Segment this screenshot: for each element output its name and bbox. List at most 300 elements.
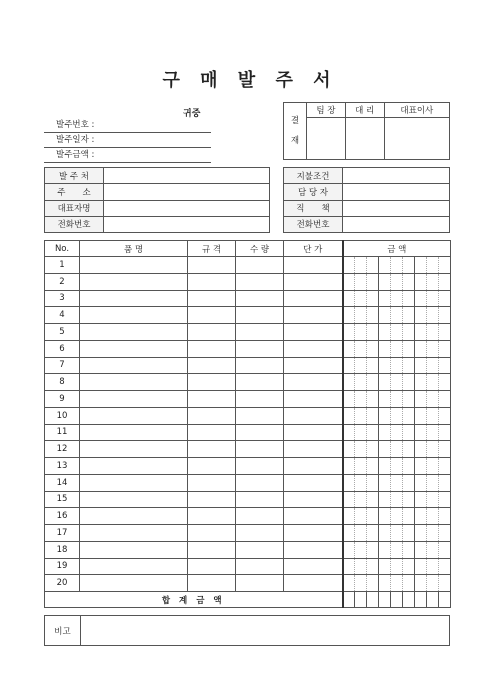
unit-price-cell[interactable] <box>284 357 343 374</box>
amount-digit-cell[interactable] <box>427 575 439 592</box>
spec-cell[interactable] <box>188 575 236 592</box>
spec-cell[interactable] <box>188 391 236 408</box>
amount-digit-cell[interactable] <box>355 340 367 357</box>
amount-digit-cell[interactable] <box>343 357 355 374</box>
amount-digit-cell[interactable] <box>427 525 439 542</box>
total-digit[interactable] <box>403 592 415 608</box>
amount-digit-cell[interactable] <box>403 424 415 441</box>
amount-digit-cell[interactable] <box>355 407 367 424</box>
amount-digit-cell[interactable] <box>439 273 451 290</box>
quantity-cell[interactable] <box>236 340 284 357</box>
terms-value-phone[interactable] <box>343 216 450 232</box>
amount-digit-cell[interactable] <box>439 575 451 592</box>
table-row <box>45 374 451 391</box>
amount-digit-cell[interactable] <box>367 558 379 575</box>
quantity-cell[interactable] <box>236 273 284 290</box>
amount-digit-cell[interactable] <box>355 491 367 508</box>
amount-digit-cell[interactable] <box>427 357 439 374</box>
unit-price-cell[interactable] <box>284 525 343 542</box>
amount-digit-cell[interactable] <box>427 458 439 475</box>
unit-price-cell[interactable] <box>284 374 343 391</box>
amount-digit-cell[interactable] <box>439 257 451 274</box>
item-name-cell[interactable] <box>80 458 188 475</box>
quantity-cell[interactable] <box>236 324 284 341</box>
amount-digit-cell[interactable] <box>439 474 451 491</box>
amount-digit-cell[interactable] <box>439 391 451 408</box>
amount-digit-cell[interactable] <box>403 374 415 391</box>
items-header-row <box>45 241 451 257</box>
amount-digit-cell[interactable] <box>391 273 403 290</box>
total-digit[interactable] <box>379 592 391 608</box>
amount-digit-cell[interactable] <box>367 273 379 290</box>
amount-digit-cell[interactable] <box>427 491 439 508</box>
amount-digit-cell[interactable] <box>391 374 403 391</box>
amount-digit-cell[interactable] <box>367 374 379 391</box>
amount-digit-cell[interactable] <box>391 491 403 508</box>
amount-digit-cell[interactable] <box>439 558 451 575</box>
amount-digit-cell[interactable] <box>391 391 403 408</box>
unit-price-cell[interactable] <box>284 273 343 290</box>
amount-digit-cell[interactable] <box>355 558 367 575</box>
spec-cell[interactable] <box>188 257 236 274</box>
quantity-cell[interactable] <box>236 525 284 542</box>
amount-digit-cell[interactable] <box>367 424 379 441</box>
amount-digit-cell[interactable] <box>415 575 427 592</box>
amount-digit-cell[interactable] <box>403 340 415 357</box>
amount-digit-cell[interactable] <box>355 525 367 542</box>
amount-digit-cell[interactable] <box>427 374 439 391</box>
amount-digit-cell[interactable] <box>415 541 427 558</box>
total-digit[interactable] <box>355 592 367 608</box>
amount-digit-cell[interactable] <box>403 508 415 525</box>
amount-digit-cell[interactable] <box>343 391 355 408</box>
quantity-cell[interactable] <box>236 357 284 374</box>
amount-digit-cell[interactable] <box>343 290 355 307</box>
amount-digit-cell[interactable] <box>391 441 403 458</box>
amount-digit-cell[interactable] <box>427 324 439 341</box>
amount-digit-cell[interactable] <box>367 324 379 341</box>
orderer-value-representative[interactable] <box>104 200 270 216</box>
amount-digit-cell[interactable] <box>439 307 451 324</box>
amount-digit-cell[interactable] <box>343 508 355 525</box>
unit-price-cell[interactable] <box>284 575 343 592</box>
row-number: 20 <box>45 575 80 592</box>
amount-digit-cell[interactable] <box>391 307 403 324</box>
amount-digit-cell[interactable] <box>415 340 427 357</box>
amount-digit-cell[interactable] <box>415 324 427 341</box>
amount-digit-cell[interactable] <box>427 391 439 408</box>
spec-cell[interactable] <box>188 357 236 374</box>
item-name-cell[interactable] <box>80 407 188 424</box>
amount-digit-cell[interactable] <box>403 290 415 307</box>
amount-digit-cell[interactable] <box>403 558 415 575</box>
spec-cell[interactable] <box>188 273 236 290</box>
approval-sign-ceo[interactable] <box>384 118 449 160</box>
amount-digit-cell[interactable] <box>367 391 379 408</box>
amount-digit-cell[interactable] <box>343 558 355 575</box>
header-quantity: 수 량 <box>236 241 284 257</box>
amount-digit-cell[interactable] <box>403 491 415 508</box>
quantity-cell[interactable] <box>236 575 284 592</box>
amount-digit-cell[interactable] <box>355 458 367 475</box>
amount-digit-cell[interactable] <box>415 525 427 542</box>
quantity-cell[interactable] <box>236 307 284 324</box>
amount-digit-cell[interactable] <box>403 407 415 424</box>
unit-price-cell[interactable] <box>284 324 343 341</box>
amount-digit-cell[interactable] <box>439 374 451 391</box>
total-digit[interactable] <box>367 592 379 608</box>
amount-digit-cell[interactable] <box>379 541 391 558</box>
amount-digit-cell[interactable] <box>379 374 391 391</box>
amount-digit-cell[interactable] <box>427 424 439 441</box>
amount-digit-cell[interactable] <box>427 307 439 324</box>
amount-digit-cell[interactable] <box>367 575 379 592</box>
remarks-value[interactable] <box>81 616 450 646</box>
amount-digit-cell[interactable] <box>427 541 439 558</box>
amount-digit-cell[interactable] <box>427 441 439 458</box>
item-name-cell[interactable] <box>80 525 188 542</box>
quantity-cell[interactable] <box>236 290 284 307</box>
amount-digit-cell[interactable] <box>343 441 355 458</box>
amount-digit-cell[interactable] <box>391 575 403 592</box>
amount-digit-cell[interactable] <box>439 441 451 458</box>
unit-price-cell[interactable] <box>284 307 343 324</box>
terms-value-position[interactable] <box>343 200 450 216</box>
quantity-cell[interactable] <box>236 491 284 508</box>
amount-digit-cell[interactable] <box>379 575 391 592</box>
quantity-cell[interactable] <box>236 407 284 424</box>
amount-digit-cell[interactable] <box>403 541 415 558</box>
unit-price-cell[interactable] <box>284 340 343 357</box>
amount-digit-cell[interactable] <box>379 558 391 575</box>
amount-digit-cell[interactable] <box>427 407 439 424</box>
amount-digit-cell[interactable] <box>379 441 391 458</box>
amount-digit-cell[interactable] <box>343 458 355 475</box>
total-digit[interactable] <box>391 592 403 608</box>
row-number: 15 <box>45 491 80 508</box>
unit-price-cell[interactable] <box>284 407 343 424</box>
amount-digit-cell[interactable] <box>427 290 439 307</box>
approval-sign-team-lead[interactable] <box>307 118 346 160</box>
amount-digit-cell[interactable] <box>403 474 415 491</box>
amount-digit-cell[interactable] <box>403 307 415 324</box>
amount-digit-cell[interactable] <box>343 575 355 592</box>
amount-digit-cell[interactable] <box>439 324 451 341</box>
item-name-cell[interactable] <box>80 357 188 374</box>
amount-digit-cell[interactable] <box>415 424 427 441</box>
amount-digit-cell[interactable] <box>343 541 355 558</box>
item-name-cell[interactable] <box>80 474 188 491</box>
row-number: 8 <box>45 374 80 391</box>
amount-digit-cell[interactable] <box>415 491 427 508</box>
orderer-value-phone[interactable] <box>104 216 270 232</box>
item-name-cell[interactable] <box>80 558 188 575</box>
spec-cell[interactable] <box>188 508 236 525</box>
amount-digit-cell[interactable] <box>379 391 391 408</box>
amount-digit-cell[interactable] <box>355 424 367 441</box>
amount-digit-cell[interactable] <box>355 391 367 408</box>
amount-digit-cell[interactable] <box>403 458 415 475</box>
spec-cell[interactable] <box>188 307 236 324</box>
amount-digit-cell[interactable] <box>391 407 403 424</box>
amount-digit-cell[interactable] <box>367 307 379 324</box>
amount-digit-cell[interactable] <box>379 424 391 441</box>
amount-digit-cell[interactable] <box>343 474 355 491</box>
row-number: 14 <box>45 474 80 491</box>
amount-digit-cell[interactable] <box>367 290 379 307</box>
quantity-cell[interactable] <box>236 541 284 558</box>
amount-digit-cell[interactable] <box>379 525 391 542</box>
amount-digit-cell[interactable] <box>415 558 427 575</box>
amount-digit-cell[interactable] <box>355 307 367 324</box>
amount-digit-cell[interactable] <box>391 257 403 274</box>
spec-cell[interactable] <box>188 474 236 491</box>
item-name-cell[interactable] <box>80 374 188 391</box>
amount-digit-cell[interactable] <box>343 424 355 441</box>
total-digit[interactable] <box>415 592 427 608</box>
amount-digit-cell[interactable] <box>355 474 367 491</box>
amount-digit-cell[interactable] <box>391 458 403 475</box>
unit-price-cell[interactable] <box>284 541 343 558</box>
amount-digit-cell[interactable] <box>343 407 355 424</box>
amount-digit-cell[interactable] <box>439 290 451 307</box>
unit-price-cell[interactable] <box>284 391 343 408</box>
amount-digit-cell[interactable] <box>427 257 439 274</box>
amount-digit-cell[interactable] <box>391 324 403 341</box>
spec-cell[interactable] <box>188 458 236 475</box>
amount-digit-cell[interactable] <box>379 273 391 290</box>
amount-digit-cell[interactable] <box>391 508 403 525</box>
amount-digit-cell[interactable] <box>415 458 427 475</box>
amount-digit-cell[interactable] <box>415 391 427 408</box>
amount-digit-cell[interactable] <box>343 491 355 508</box>
quantity-cell[interactable] <box>236 391 284 408</box>
unit-price-cell[interactable] <box>284 424 343 441</box>
unit-price-cell[interactable] <box>284 441 343 458</box>
item-name-cell[interactable] <box>80 257 188 274</box>
amount-digit-cell[interactable] <box>343 324 355 341</box>
amount-digit-cell[interactable] <box>415 508 427 525</box>
amount-digit-cell[interactable] <box>415 474 427 491</box>
amount-digit-cell[interactable] <box>415 357 427 374</box>
amount-digit-cell[interactable] <box>391 424 403 441</box>
amount-digit-cell[interactable] <box>391 474 403 491</box>
item-name-cell[interactable] <box>80 541 188 558</box>
spec-cell[interactable] <box>188 290 236 307</box>
unit-price-cell[interactable] <box>284 290 343 307</box>
terms-value-payment[interactable] <box>343 168 450 184</box>
amount-digit-cell[interactable] <box>367 525 379 542</box>
amount-digit-cell[interactable] <box>439 357 451 374</box>
row-number: 7 <box>45 357 80 374</box>
unit-price-cell[interactable] <box>284 257 343 274</box>
amount-digit-cell[interactable] <box>379 324 391 341</box>
approval-header-team-lead: 팀 장 <box>307 103 346 118</box>
spec-cell[interactable] <box>188 525 236 542</box>
amount-digit-cell[interactable] <box>355 508 367 525</box>
amount-digit-cell[interactable] <box>427 340 439 357</box>
amount-digit-cell[interactable] <box>367 407 379 424</box>
amount-digit-cell[interactable] <box>343 257 355 274</box>
spec-cell[interactable] <box>188 340 236 357</box>
item-name-cell[interactable] <box>80 273 188 290</box>
amount-digit-cell[interactable] <box>427 558 439 575</box>
amount-digit-cell[interactable] <box>367 474 379 491</box>
amount-digit-cell[interactable] <box>415 290 427 307</box>
order-number-field[interactable] <box>44 118 211 133</box>
amount-digit-cell[interactable] <box>439 340 451 357</box>
quantity-cell[interactable] <box>236 257 284 274</box>
quantity-cell[interactable] <box>236 374 284 391</box>
unit-price-cell[interactable] <box>284 508 343 525</box>
spec-cell[interactable] <box>188 324 236 341</box>
orderer-label-company: 발 주 처 <box>45 168 104 184</box>
item-name-cell[interactable] <box>80 424 188 441</box>
amount-digit-cell[interactable] <box>367 340 379 357</box>
amount-digit-cell[interactable] <box>379 290 391 307</box>
spec-cell[interactable] <box>188 541 236 558</box>
amount-digit-cell[interactable] <box>415 441 427 458</box>
item-name-cell[interactable] <box>80 290 188 307</box>
table-row <box>45 558 451 575</box>
spec-cell[interactable] <box>188 374 236 391</box>
total-digit[interactable] <box>343 592 355 608</box>
amount-digit-cell[interactable] <box>379 407 391 424</box>
amount-digit-cell[interactable] <box>391 525 403 542</box>
amount-digit-cell[interactable] <box>367 541 379 558</box>
amount-digit-cell[interactable] <box>403 575 415 592</box>
amount-digit-cell[interactable] <box>379 474 391 491</box>
quantity-cell[interactable] <box>236 474 284 491</box>
row-number: 3 <box>45 290 80 307</box>
amount-digit-cell[interactable] <box>367 458 379 475</box>
amount-digit-cell[interactable] <box>367 257 379 274</box>
amount-digit-cell[interactable] <box>415 273 427 290</box>
amount-digit-cell[interactable] <box>343 307 355 324</box>
item-name-cell[interactable] <box>80 441 188 458</box>
table-row <box>45 273 451 290</box>
unit-price-cell[interactable] <box>284 491 343 508</box>
amount-digit-cell[interactable] <box>343 340 355 357</box>
amount-digit-cell[interactable] <box>355 290 367 307</box>
amount-digit-cell[interactable] <box>415 307 427 324</box>
amount-digit-cell[interactable] <box>343 273 355 290</box>
amount-digit-cell[interactable] <box>367 508 379 525</box>
amount-digit-cell[interactable] <box>403 391 415 408</box>
amount-digit-cell[interactable] <box>391 290 403 307</box>
amount-digit-cell[interactable] <box>355 357 367 374</box>
item-name-cell[interactable] <box>80 307 188 324</box>
quantity-cell[interactable] <box>236 458 284 475</box>
amount-digit-cell[interactable] <box>439 491 451 508</box>
amount-digit-cell[interactable] <box>367 441 379 458</box>
amount-digit-cell[interactable] <box>391 541 403 558</box>
amount-digit-cell[interactable] <box>379 491 391 508</box>
amount-digit-cell[interactable] <box>355 374 367 391</box>
quantity-cell[interactable] <box>236 558 284 575</box>
item-name-cell[interactable] <box>80 391 188 408</box>
amount-digit-cell[interactable] <box>439 525 451 542</box>
document-title: 구 매 발 주 서 <box>162 70 333 91</box>
approval-header-deputy: 대 리 <box>345 103 384 118</box>
amount-digit-cell[interactable] <box>343 374 355 391</box>
amount-digit-cell[interactable] <box>379 307 391 324</box>
quantity-cell[interactable] <box>236 441 284 458</box>
amount-digit-cell[interactable] <box>439 458 451 475</box>
amount-digit-cell[interactable] <box>415 374 427 391</box>
amount-digit-cell[interactable] <box>355 324 367 341</box>
amount-digit-cell[interactable] <box>355 273 367 290</box>
amount-digit-cell[interactable] <box>403 357 415 374</box>
amount-digit-cell[interactable] <box>367 357 379 374</box>
amount-digit-cell[interactable] <box>439 541 451 558</box>
approval-sign-deputy[interactable] <box>345 118 384 160</box>
amount-digit-cell[interactable] <box>427 474 439 491</box>
unit-price-cell[interactable] <box>284 558 343 575</box>
unit-price-cell[interactable] <box>284 474 343 491</box>
total-digit[interactable] <box>427 592 439 608</box>
amount-digit-cell[interactable] <box>403 324 415 341</box>
amount-digit-cell[interactable] <box>439 424 451 441</box>
orderer-value-address[interactable] <box>104 184 270 200</box>
amount-digit-cell[interactable] <box>355 575 367 592</box>
orderer-value-company[interactable] <box>104 168 270 184</box>
item-name-cell[interactable] <box>80 324 188 341</box>
amount-digit-cell[interactable] <box>427 273 439 290</box>
amount-digit-cell[interactable] <box>427 508 439 525</box>
amount-digit-cell[interactable] <box>379 508 391 525</box>
amount-digit-cell[interactable] <box>367 491 379 508</box>
amount-digit-cell[interactable] <box>355 257 367 274</box>
spec-cell[interactable] <box>188 491 236 508</box>
spec-cell[interactable] <box>188 558 236 575</box>
order-amount-field[interactable] <box>44 148 211 163</box>
amount-digit-cell[interactable] <box>403 257 415 274</box>
item-name-cell[interactable] <box>80 340 188 357</box>
total-digit[interactable] <box>439 592 451 608</box>
amount-digit-cell[interactable] <box>403 525 415 542</box>
spec-cell[interactable] <box>188 441 236 458</box>
order-date-field[interactable] <box>44 133 211 148</box>
amount-digit-cell[interactable] <box>391 357 403 374</box>
quantity-cell[interactable] <box>236 424 284 441</box>
amount-digit-cell[interactable] <box>391 558 403 575</box>
item-name-cell[interactable] <box>80 575 188 592</box>
amount-digit-cell[interactable] <box>415 257 427 274</box>
amount-digit-cell[interactable] <box>379 340 391 357</box>
quantity-cell[interactable] <box>236 508 284 525</box>
amount-digit-cell[interactable] <box>391 340 403 357</box>
spec-cell[interactable] <box>188 424 236 441</box>
amount-digit-cell[interactable] <box>415 407 427 424</box>
amount-digit-cell[interactable] <box>439 407 451 424</box>
amount-digit-cell[interactable] <box>379 357 391 374</box>
spec-cell[interactable] <box>188 407 236 424</box>
amount-digit-cell[interactable] <box>355 441 367 458</box>
amount-digit-cell[interactable] <box>379 257 391 274</box>
amount-digit-cell[interactable] <box>379 458 391 475</box>
unit-price-cell[interactable] <box>284 458 343 475</box>
amount-digit-cell[interactable] <box>343 525 355 542</box>
item-name-cell[interactable] <box>80 508 188 525</box>
amount-digit-cell[interactable] <box>403 273 415 290</box>
amount-digit-cell[interactable] <box>439 508 451 525</box>
order-amount-label: 발주금액 : <box>56 150 95 160</box>
item-name-cell[interactable] <box>80 491 188 508</box>
amount-digit-cell[interactable] <box>403 441 415 458</box>
terms-value-manager[interactable] <box>343 184 450 200</box>
amount-digit-cell[interactable] <box>355 541 367 558</box>
